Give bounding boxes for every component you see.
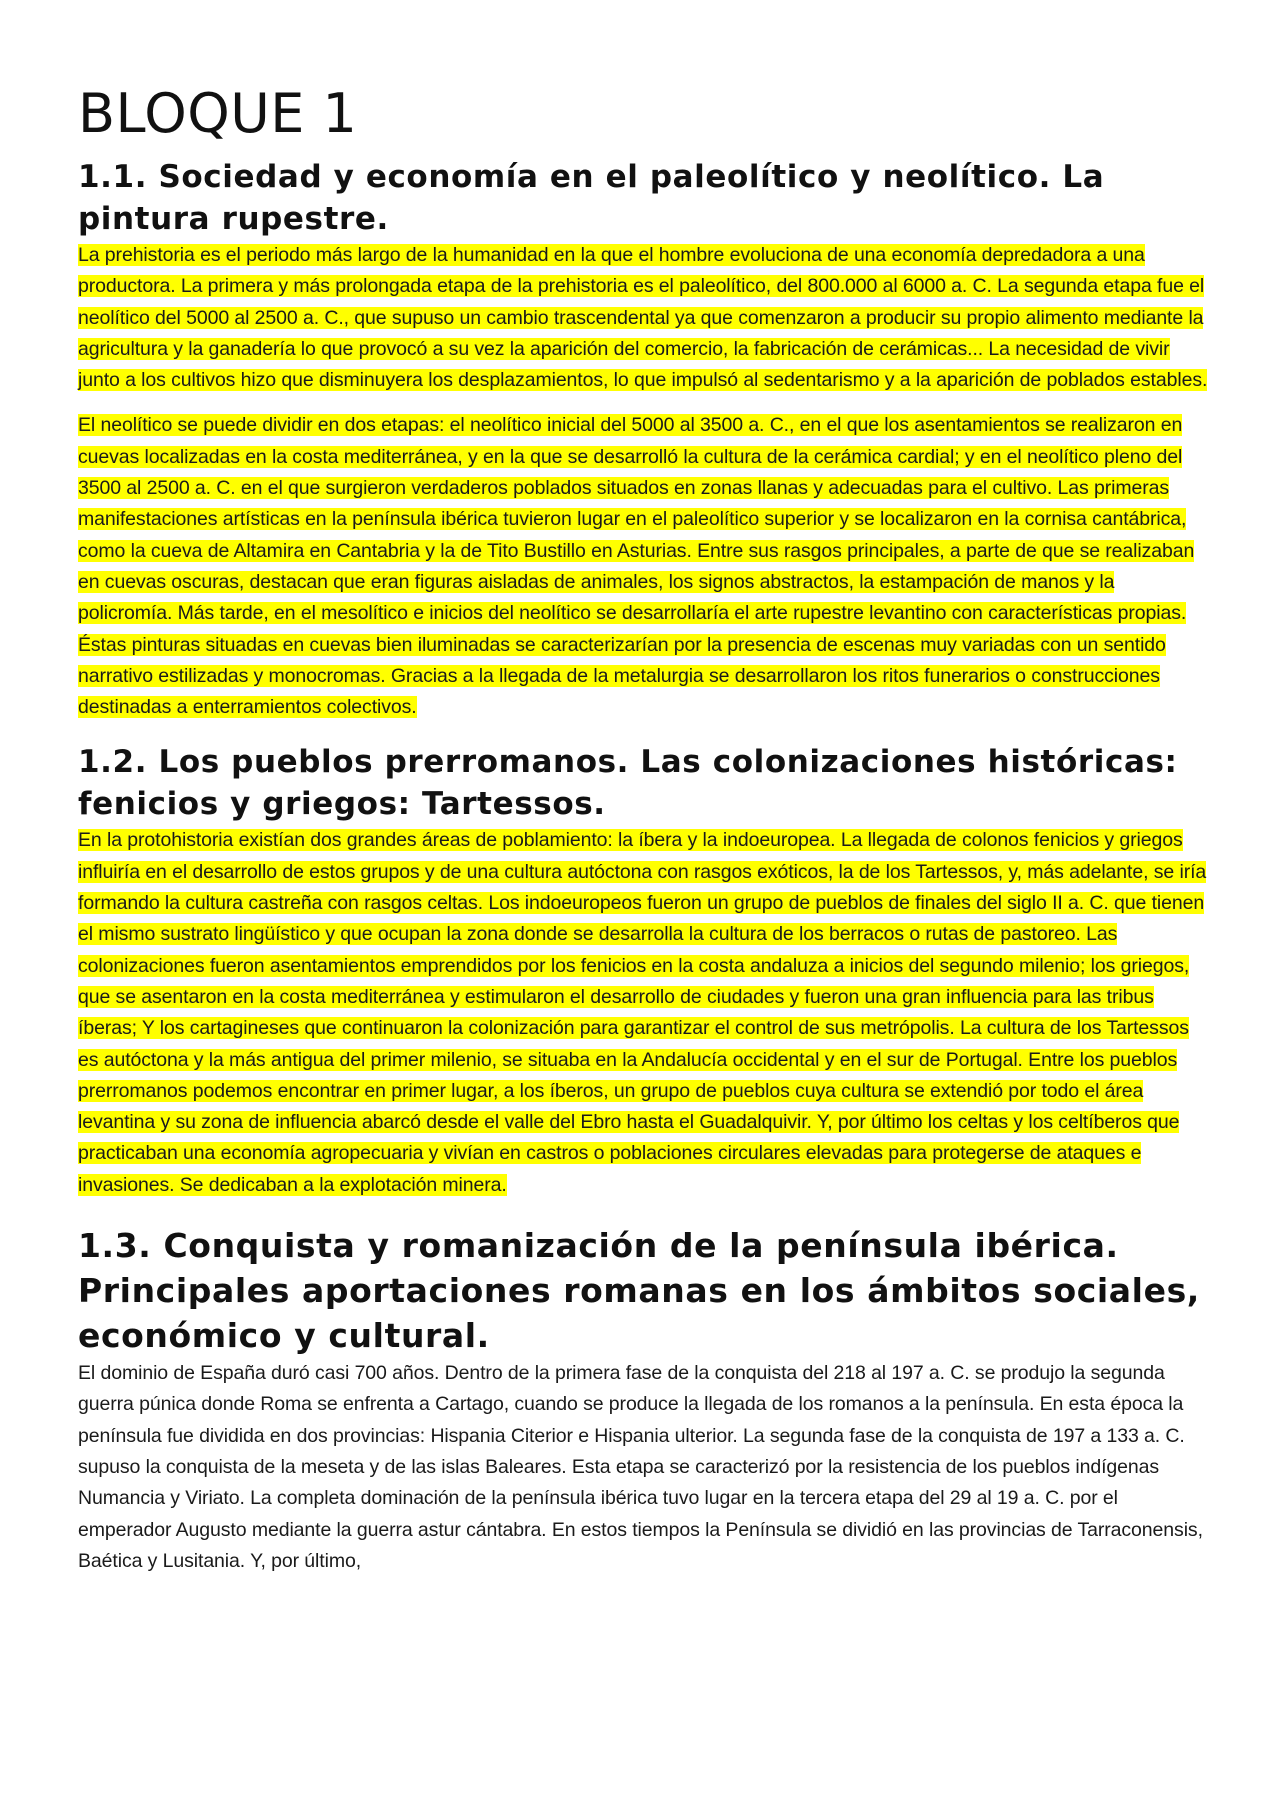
paragraph xyxy=(78,825,1208,1201)
section-1-1 xyxy=(78,156,1208,723)
section-heading: 1.1. Sociedad y economía en el paleolítico y neolítico. La pintura rupestre. xyxy=(78,159,1105,237)
document-page xyxy=(78,82,1208,1591)
section-1-3 xyxy=(78,1223,1208,1577)
paragraph xyxy=(78,410,1208,723)
highlighted-text: La prehistoria es el periodo más largo de la humanidad en la que el hombre evoluciona de una economía depredadora a una productora. La primera y más prolongada etapa de la prehistoria es el paleolítico, del 800.000 al 6000 a. C. La segunda etapa fue el neolítico del 5000 al 2500 a. C., que supuso un cambio trascendental ya que comenzaron a producir su propio alimento mediante la agricultura y la ganadería lo que provocó a su vez la aparición del comercio, la fabricación de cerámicas... La necesidad de vivir junto a los cultivos hizo que disminuyera los desplazamientos, lo que impulsó al sedentarismo y a la aparición de poblados estables. xyxy=(78,244,1208,392)
paragraph: El dominio de España duró casi 700 años. Dentro de la primera fase de la conquista del 218 al 197 a. C. se produjo la segunda guerra púnica donde Roma se enfrenta a Cartago, cuando se produce la llegada de los romanos a la península. En esta época la península fue dividida en dos provincias: Hispania Citerior e Hispania ulterior. La segunda fase de la conquista de 197 a 133 a. C. supuso la conquista de la meseta y de las islas Baleares. Esta etapa se caracterizó por la resistencia de los pueblos indígenas Numancia y Viriato. La completa dominación de la península ibérica tuvo lugar en la tercera etapa del 29 al 19 a. C. por el emperador Augusto mediante la guerra astur cántabra. En estos tiempos la Península se dividió en las provincias de Tarraconensis, Baética y Lusitania. Y, por último, xyxy=(78,1362,1203,1572)
highlighted-text: En la protohistoria existían dos grandes áreas de poblamiento: la íbera y la indoeuropea. La llegada de colonos fenicios y griegos influiría en el desarrollo de estos grupos y de una cultura autóctona con rasgos exóticos, la de los Tartessos, y, más adelante, se iría formando la cultura castreña con rasgos celtas. Los indoeuropeos fueron un grupo de pueblos de finales del siglo II a. C. que tienen el mismo sustrato lingüístico y que ocupan la zona donde se desarrolla la cultura de los berracos o rutas de pastoreo. Las colonizaciones fueron asentamientos emprendidos por los fenicios en la costa andaluza a inicios del segundo milenio; los griegos, que se asentaron en la costa mediterránea y estimularon el desarrollo de ciudades y fueron una gran influencia para las tribus íberas; Y los cartagineses que continuaron la colonización para garantizar el control de sus metrópolis. La cultura de los Tartessos es autóctona y la más antigua del primer milenio, se situaba en la Andalucía occidental y en el sur de Portugal. Entre los pueblos prerromanos podemos encontrar en primer lugar, a los íberos, un grupo de pueblos cuya cultura se extendió por todo el área levantina y su zona de influencia abarcó desde el valle del Ebro hasta el Guadalquivir. Y, por último los celtas y los celtíberos que practicaban una economía agropecuaria y vivían en castros o poblaciones circulares elevadas para protegerse de ataques e invasiones. Se dedicaban a la explotación minera. xyxy=(78,829,1207,1196)
section-heading: 1.2. Los pueblos prerromanos. Las colonizaciones históricas: fenicios y griegos: Tartessos. xyxy=(78,744,1178,823)
document-title: BLOQUE 1 xyxy=(78,82,358,145)
section-heading: 1.3. Conquista y romanización de la península ibérica. Principales aportaciones romanas en los ámbitos sociales, económico y cultural. xyxy=(78,1226,1200,1356)
paragraph xyxy=(78,240,1208,396)
highlighted-text: El neolítico se puede dividir en dos etapas: el neolítico inicial del 5000 al 3500 a. C., en el que los asentamientos se realizaron en cuevas localizadas en la costa mediterránea, y en la que se desarrolló la cultura de la cerámica cardial; y en el neolítico pleno del 3500 al 2500 a. C. en el que surgieron verdaderos poblados situados en zonas llanas y adecuadas para el cultivo. Las primeras manifestaciones artísticas en la península ibérica tuvieron lugar en el paleolítico superior y se localizaron en la cornisa cantábrica, como la cueva de Altamira en Cantabria y la de Tito Bustillo en Asturias. Entre sus rasgos principales, a parte de que se realizaban en cuevas oscuras, destacan que eran figuras aisladas de animales, los signos abstractos, la estampación de manos y la policromía. Más tarde, en el mesolítico e inicios del neolítico se desarrollaría el arte rupestre levantino con características propias. Éstas pinturas situadas en cuevas bien iluminadas se caracterizarían por la presencia de escenas muy variadas con un sentido narrativo estilizadas y monocromas. Gracias a la llegada de la metalurgia se desarrollaron los ritos funerarios o construcciones destinadas a enterramientos colectivos. xyxy=(78,414,1195,719)
section-1-2 xyxy=(78,741,1208,1201)
